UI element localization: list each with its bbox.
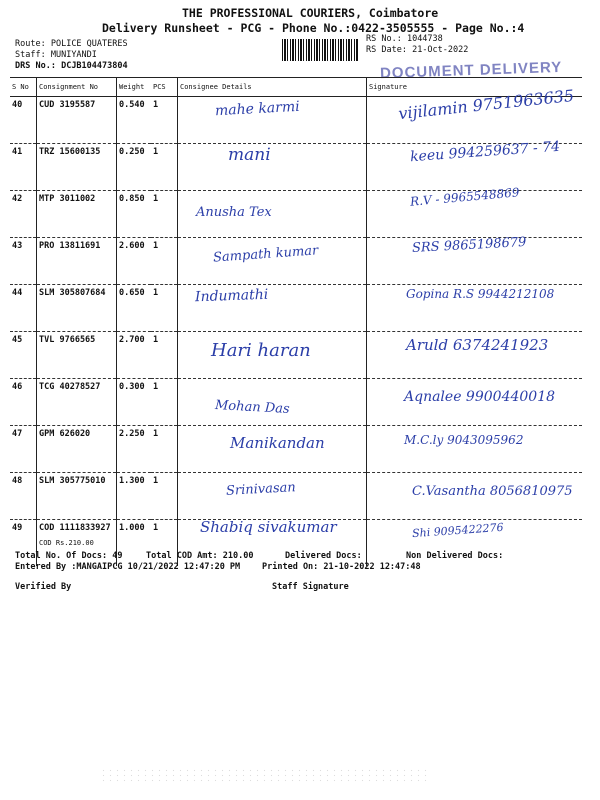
handwritten-signature: R.V - 9965548869 [409, 185, 520, 209]
company-title: THE PROFESSIONAL COURIERS, Coimbatore [182, 6, 439, 20]
consignment-number: COD 1111833927 [39, 523, 111, 533]
cell-sno: 42 [10, 191, 37, 238]
rs-no-line [366, 34, 443, 44]
staff-signature-label: Staff Signature [272, 582, 349, 592]
handwritten-signature: Gopina R.S 9944212108 [406, 287, 555, 301]
entered-by: Entered By :MANGAIPCG 10/21/2022 12:47:20 PM [15, 562, 241, 572]
cell-pcs: 1 [151, 191, 178, 238]
rs-date-label: RS Date: [366, 45, 407, 55]
cell-consignment: TCG 40278527 [37, 379, 117, 426]
handwritten-consignee-name: Mohan Das [214, 398, 290, 417]
staff-line [15, 50, 97, 60]
cell-weight: 0.650 [117, 285, 152, 332]
cell-weight: 0.850 [117, 191, 152, 238]
cell-sno: 41 [10, 144, 37, 191]
cell-weight: 2.250 [117, 426, 152, 473]
printed-on: Printed On: 21-10-2022 12:47:48 [262, 562, 421, 572]
cell-pcs: 1 [151, 144, 178, 191]
cell-weight: 1.000 [119, 523, 145, 533]
scan-noise [100, 768, 430, 782]
cell-weight: 2.600 [117, 238, 152, 285]
cell-sno: 43 [10, 238, 37, 285]
rs-no-label: RS No.: [366, 34, 402, 44]
cell-consignment: MTP 3011002 [37, 191, 117, 238]
cell-consignment: GPM 626020 [37, 426, 117, 473]
handwritten-consignee-name: Shabiq sivakumar [200, 518, 337, 536]
handwritten-signature: keeu 994259637 - 74 [409, 138, 561, 166]
handwritten-consignee-name: Indumathi [194, 286, 269, 306]
cell-pcs: 1 [151, 520, 178, 567]
cell-pcs: 1 [151, 473, 178, 520]
cell-consignment: CUD 3195587 [37, 97, 117, 144]
handwritten-consignee-name: mahe karmi [214, 98, 301, 120]
cell-sno: 45 [10, 332, 37, 379]
cell-sno: 44 [10, 285, 37, 332]
cell-weight: 0.300 [117, 379, 152, 426]
col-weight: Weight [117, 78, 152, 97]
total-docs: Total No. Of Docs: 49 [15, 551, 123, 561]
col-pcs: PCS [151, 78, 178, 97]
handwritten-signature: SRS 9865198679 [411, 235, 527, 256]
cell-pcs: 1 [151, 379, 178, 426]
route-line [15, 39, 128, 49]
handwritten-consignee-name: mani [228, 145, 271, 165]
cell-pcs: 1 [151, 285, 178, 332]
cell-consignee [178, 144, 367, 191]
document-delivery-stamp: DOCUMENT DELIVERY [379, 58, 563, 83]
total-cod: Total COD Amt: 210.00 [146, 551, 254, 561]
delivered-docs: Delivered Docs: [285, 551, 362, 561]
rs-no-value: 1044738 [406, 34, 443, 44]
non-delivered-docs: Non Delivered Docs: [406, 551, 504, 561]
cell-weight: 0.250 [117, 144, 152, 191]
verified-by: Verified By [15, 582, 72, 592]
staff-label: Staff: [15, 50, 46, 60]
col-sno: S No [10, 78, 37, 97]
cell-consignment: TVL 9766565 [37, 332, 117, 379]
cell-sno: 46 [10, 379, 37, 426]
handwritten-consignee-name: Anusha Tex [196, 205, 272, 220]
route-value: POLICE QUATERES [50, 39, 128, 49]
drs-label: DRS No.: [15, 61, 56, 71]
handwritten-signature: Aruld 6374241923 [406, 336, 549, 354]
cell-pcs: 1 [151, 332, 178, 379]
handwritten-consignee-name: Srinivasan [225, 480, 297, 499]
col-consignment: Consignment No [37, 78, 117, 97]
cell-sno: 49 [10, 520, 37, 567]
cell-pcs: 1 [151, 238, 178, 285]
cell-pcs: 1 [151, 426, 178, 473]
runsheet-title: Delivery Runsheet - PCG - Phone No.:0422-3505555 - Page No.:4 [102, 21, 525, 35]
cell-weight: 0.540 [117, 97, 152, 144]
handwritten-consignee-name: Sampath kumar [212, 243, 319, 266]
handwritten-consignee-name: Manikandan [230, 434, 325, 452]
cell-consignment: SLM 305775010 [37, 473, 117, 520]
cell-sno: 48 [10, 473, 37, 520]
barcode-image [282, 39, 358, 61]
cell-sno: 40 [10, 97, 37, 144]
handwritten-signature: Shi 9095422276 [411, 520, 504, 541]
rs-date-value: 21-Oct-2022 [412, 45, 469, 55]
cod-note: COD Rs.210.00 [39, 539, 94, 547]
drs-line [15, 61, 128, 71]
cell-consignment: SLM 305807684 [37, 285, 117, 332]
handwritten-signature: Aqnalee 9900440018 [404, 389, 556, 405]
handwritten-signature: vijilamin 9751963635 [397, 85, 575, 124]
col-consignee: Consignee Details [178, 78, 367, 97]
handwritten-signature: M.C.ly 9043095962 [404, 433, 524, 447]
cell-pcs: 1 [151, 97, 178, 144]
cell-weight: 2.700 [117, 332, 152, 379]
cell-consignment: PRO 13811691 [37, 238, 117, 285]
footer-totals [15, 551, 122, 561]
col-signature: Signature [367, 78, 583, 97]
cell-weight: 1.300 [117, 473, 152, 520]
cell-consignment: TRZ 15600135 [37, 144, 117, 191]
route-label: Route: [15, 39, 46, 49]
staff-value: MUNIYANDI [50, 50, 97, 60]
handwritten-consignee-name: Hari haran [211, 340, 311, 361]
cell-sno: 47 [10, 426, 37, 473]
rs-date-line [366, 45, 468, 55]
handwritten-signature: C.Vasantha 8056810975 [412, 484, 573, 499]
drs-value: DCJB104473804 [61, 61, 128, 71]
